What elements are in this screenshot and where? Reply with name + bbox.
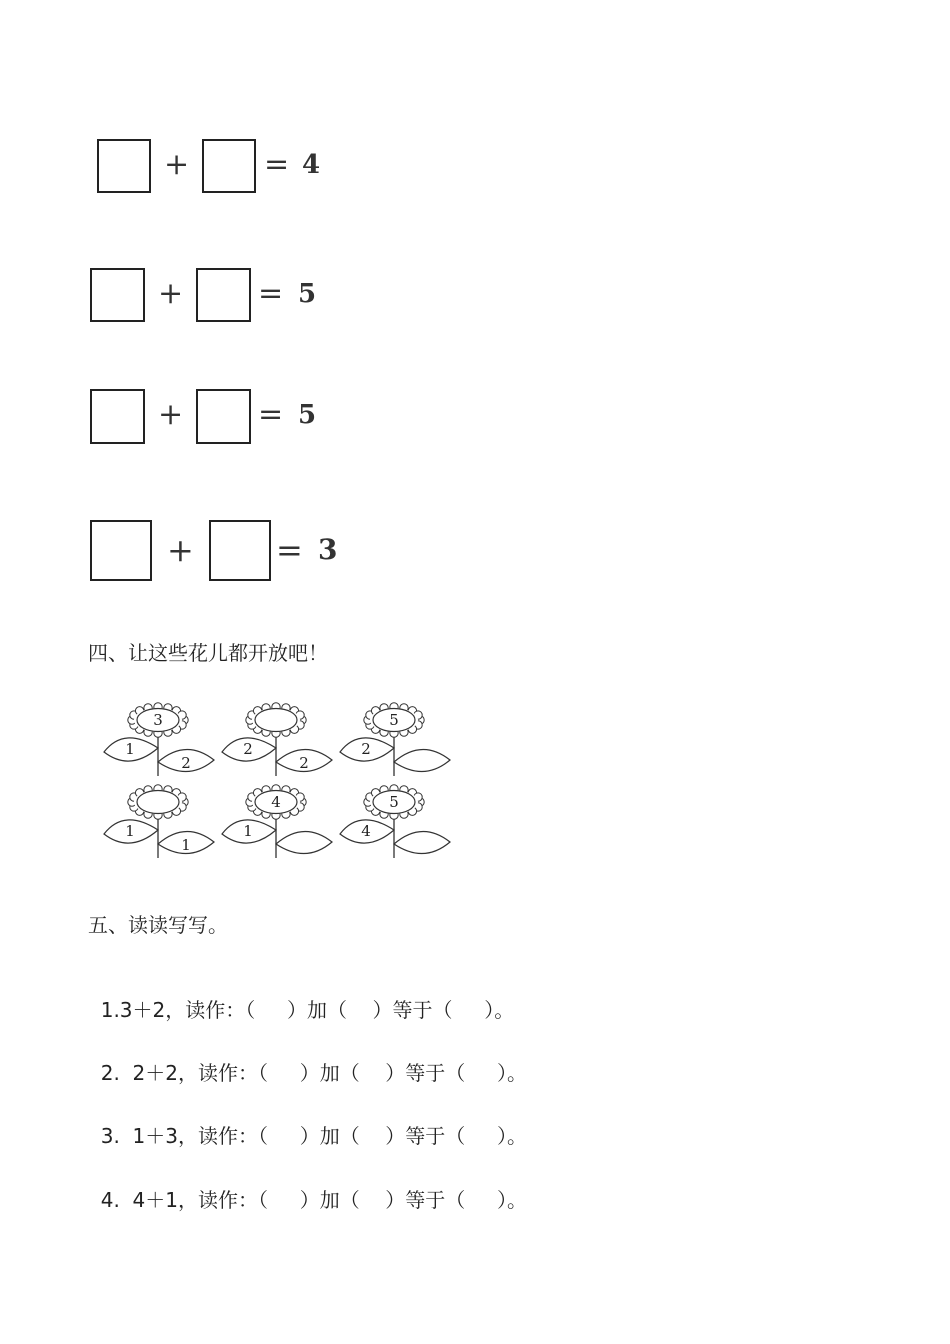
close-paren: ）	[484, 998, 495, 1022]
flower-head-number: 3	[153, 711, 163, 729]
right-leaf[interactable]	[394, 831, 450, 853]
line-prefix: 4. 4＋1，读作：	[100, 1188, 258, 1212]
open-paren: （	[432, 998, 453, 1022]
open-paren: （	[327, 998, 348, 1022]
answer-blank[interactable]	[360, 1188, 385, 1212]
period: 。	[507, 1124, 527, 1148]
open-paren: （	[339, 1061, 360, 1085]
flower-head-number: 5	[389, 711, 399, 729]
open-paren: （	[245, 998, 256, 1022]
answer-box[interactable]	[90, 520, 152, 581]
answer-box[interactable]	[209, 520, 271, 581]
answer-blank[interactable]	[452, 998, 484, 1022]
answer-blank[interactable]	[360, 1061, 385, 1085]
open-paren: （	[445, 1124, 466, 1148]
reading-line-1	[88, 970, 514, 1023]
plus-sign: +	[158, 276, 184, 311]
flower-head-number: 4	[271, 793, 281, 811]
close-paren: ）	[299, 1188, 320, 1212]
line-prefix: 2. 2＋2，读作：	[100, 1061, 258, 1085]
plus-sign: +	[164, 147, 190, 182]
left-leaf-number: 2	[361, 740, 371, 758]
equals-sign: =	[264, 147, 290, 182]
flower	[340, 703, 450, 776]
left-leaf-number: 1	[125, 822, 135, 840]
open-paren: （	[339, 1124, 360, 1148]
close-paren: ）	[287, 998, 308, 1022]
result-number: 3	[318, 533, 338, 566]
open-paren: （	[339, 1188, 360, 1212]
plus-sign: +	[167, 531, 194, 569]
open-paren: （	[257, 1124, 268, 1148]
equals-sign: =	[258, 397, 284, 432]
open-paren: （	[445, 1188, 466, 1212]
result-number: 5	[298, 279, 317, 309]
flower-head[interactable]	[255, 709, 297, 732]
close-paren: ）	[372, 998, 393, 1022]
answer-box[interactable]	[90, 268, 145, 322]
section-4-title: 四、让这些花儿都开放吧！	[88, 641, 328, 665]
right-leaf-number: 1	[181, 836, 191, 854]
answer-box[interactable]	[196, 268, 251, 322]
answer-box[interactable]	[97, 139, 151, 193]
open-paren: （	[257, 1061, 268, 1085]
flower	[104, 785, 214, 858]
flower	[340, 785, 450, 858]
plus-word: 加	[319, 1188, 340, 1212]
answer-blank[interactable]	[268, 1188, 300, 1212]
left-leaf-number: 1	[243, 822, 253, 840]
open-paren: （	[445, 1061, 466, 1085]
answer-blank[interactable]	[268, 1061, 300, 1085]
answer-box[interactable]	[196, 389, 251, 444]
right-leaf-number: 2	[299, 754, 309, 772]
equals-sign: =	[258, 276, 284, 311]
flower	[222, 703, 332, 776]
close-paren: ）	[299, 1061, 320, 1085]
answer-blank[interactable]	[465, 1124, 497, 1148]
left-leaf-number: 1	[125, 740, 135, 758]
period: 。	[494, 998, 515, 1022]
result-number: 4	[302, 150, 321, 180]
line-prefix: 1.3＋2，读作：	[100, 998, 246, 1022]
plus-sign: +	[158, 397, 184, 432]
flowers-figure	[100, 690, 460, 862]
equals-word: 等于	[405, 1188, 446, 1212]
line-prefix: 3. 1＋3，读作：	[100, 1124, 258, 1148]
period: 。	[507, 1188, 527, 1212]
answer-blank[interactable]	[268, 1124, 300, 1148]
close-paren: ）	[497, 1124, 507, 1148]
answer-blank[interactable]	[360, 1124, 385, 1148]
right-leaf[interactable]	[276, 831, 332, 853]
period: 。	[507, 1061, 527, 1085]
flower	[104, 703, 214, 776]
answer-blank[interactable]	[347, 998, 372, 1022]
equals-word: 等于	[405, 1124, 446, 1148]
reading-line-4	[88, 1160, 527, 1213]
answer-blank[interactable]	[255, 998, 287, 1022]
right-leaf-number: 2	[181, 754, 191, 772]
answer-box[interactable]	[90, 389, 145, 444]
close-paren: ）	[385, 1124, 406, 1148]
flower-head-number: 5	[389, 793, 399, 811]
flower	[222, 785, 332, 858]
plus-word: 加	[319, 1124, 340, 1148]
equals-sign: =	[276, 531, 303, 569]
reading-line-3	[88, 1096, 527, 1149]
close-paren: ）	[385, 1061, 406, 1085]
close-paren: ）	[497, 1061, 507, 1085]
right-leaf[interactable]	[394, 749, 450, 771]
answer-blank[interactable]	[465, 1188, 497, 1212]
open-paren: （	[257, 1188, 268, 1212]
flower-head[interactable]	[137, 791, 179, 814]
answer-blank[interactable]	[465, 1061, 497, 1085]
close-paren: ）	[385, 1188, 406, 1212]
reading-line-2	[88, 1033, 527, 1086]
left-leaf-number: 4	[361, 822, 371, 840]
plus-word: 加	[319, 1061, 340, 1085]
equals-word: 等于	[392, 998, 433, 1022]
answer-box[interactable]	[202, 139, 256, 193]
equals-word: 等于	[405, 1061, 446, 1085]
plus-word: 加	[307, 998, 328, 1022]
result-number: 5	[298, 400, 317, 430]
left-leaf-number: 2	[243, 740, 253, 758]
close-paren: ）	[497, 1188, 507, 1212]
close-paren: ）	[299, 1124, 320, 1148]
section-5-title: 五、读读写写。	[88, 913, 228, 937]
